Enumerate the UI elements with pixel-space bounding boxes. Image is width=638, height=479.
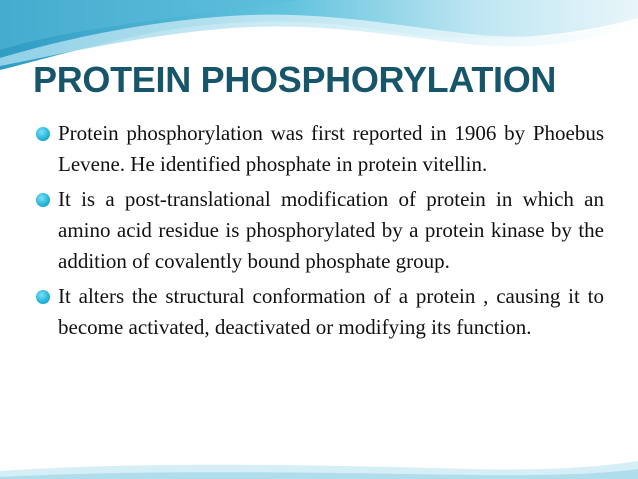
bullet-list (36, 118, 604, 347)
bullet-item (36, 184, 604, 277)
bullet-item (36, 118, 604, 180)
bullet-text: It is a post-translational modification of protein in which an amino acid residue is phosphorylated by a protein kinase by the addition of covalently bound phosphate group. (58, 187, 604, 273)
bullet-text: Protein phosphorylation was first reported in 1906 by Phoebus Levene. He identified phosphate in protein vitellin. (58, 121, 604, 176)
round-bullet-icon (36, 290, 50, 304)
slide-title: PROTEIN PHOSPHORYLATION (33, 59, 557, 100)
bullet-text: It alters the structural conformation of a protein , causing it to become activated, deactivated or modifying its function. (58, 284, 604, 339)
round-bullet-icon (36, 193, 50, 207)
bullet-item (36, 281, 604, 343)
bottom-wave-decoration (0, 449, 638, 479)
round-bullet-icon (36, 127, 50, 141)
